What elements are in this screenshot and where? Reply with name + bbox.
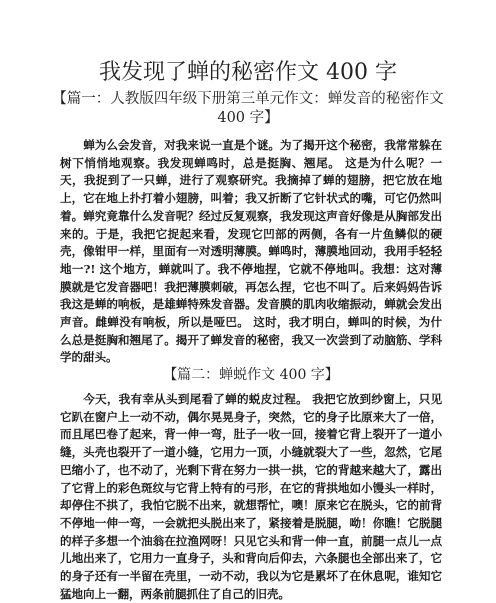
section-heading-1: 【篇一：人教版四年级下册第三单元作文：蝉发音的秘密作文 400 字】 bbox=[52, 91, 444, 126]
document-title: 我发现了蝉的秘密作文 400 字 bbox=[99, 60, 397, 85]
section-heading-2: 【篇二：蝉蜕作文 400 字】 bbox=[163, 367, 339, 383]
section-paragraph-1: 蝉为么会发音，对我来说一直是个谜。为了揭开这个秘密，我常常躲在树下悄悄地观察。我发现蝉鸣时，总是挺胸、翘尾。 这是为什么呢？一天，我捉到了一只蝉，进行了观察研究。我摘掉了蝉的翅膀，把它放在地上，它在地上扑打着小翅膀，叫着；我又折断了它针状式的嘴，可它仍然叫着。蝉究竟靠什么发音呢？经过反复观察，我发现这声音好像是从胸部发出来的。于是，我把它捉起来看，发现它凹部的两侧，各有一片鱼鳞似的硬壳，像钳甲一样，里面有一对透明薄膜。蝉鸣时，薄膜地回动，我用手轻轻地一?! 这个地方，蝉就叫了。我不停地捏，它就不停地叫。我想：这对薄膜就是它发音器吧！我把薄膜刺破，再怎么捏，它也不叫了。后来妈妈告诉我这是蝉的响板，是雄蝉特殊发音器。发音膜的肌肉收缩振动，蝉就会发出声音。雌蝉没有响板，所以是哑巴。 这时，我才明白，蝉叫的时候，为什么总是挺胸和翘尾了。揭开了蝉发音的秘密，我又一次尝到了动脑筋、学科学的甜头。 bbox=[60, 138, 442, 365]
section-paragraph-2: 今天，我有幸从头到尾看了蝉的蜕皮过程。 我把它放到纱窗上，只见它趴在窗户上一动不动，偶尔晃晃身子，突然，它的身子比原来大了一倍，而且尾巴卷了起来，背一伸一弯，肚子一收一回，接着它背上裂开了一道小缝，头壳也裂开了一道小缝，它用力一顶，小缝就裂大了一些，忽然，它尾巴缩小了，也不动了，光剩下背在努力一拱一拱，它的背越来越大了，露出了它背上的彩色斑纹与它背上特有的弓形，在它的背拱地如小馒头一样时，却停住不拱了，我怕它脱不出来，就想帮忙，噢！原来它在脱头，它的前背不停地一伸一弯，一会就把头脱出来了，紧接着是脱腿，呦！你瞧！它脱腿的样子多想一个油翁在拉渔网呀！只见它头和背一伸一直，前腿一点儿一点儿地出来了，它用力一直身子，头和背向后仰去，六条腿也全部出来了，它的身子还有一半留在壳里，一动不动，我以为它是累坏了在休息呢，谁知它猛地向上一翻，两条前腿抓住了自己的旧壳。 bbox=[60, 392, 442, 601]
